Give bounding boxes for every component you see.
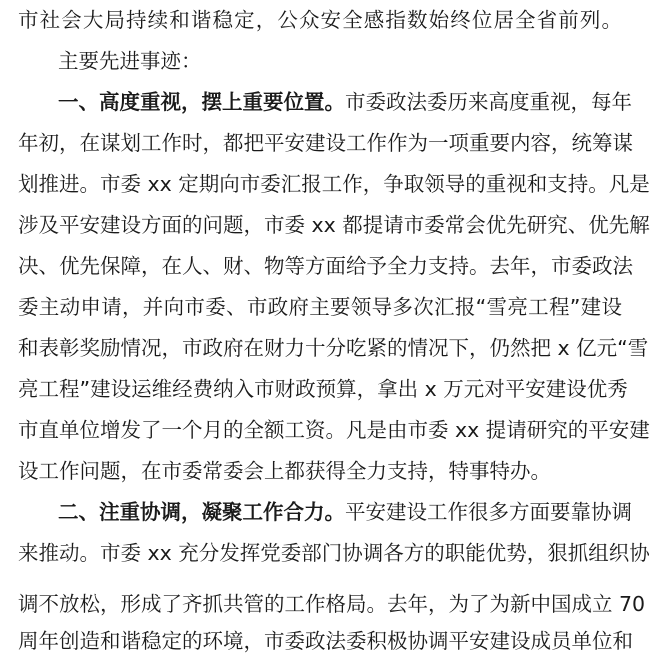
text-line: 涉及平安建设方面的问题，市委 xx 都提请市委常会优先研究、优先解 xyxy=(18,213,650,237)
text-line: 和表彰奖励情况，市政府在财力十分吃紧的情况下，仍然把 x 亿元“雪 xyxy=(18,336,649,360)
section-one-heading: 一、高度重视，摆上重要位置。 xyxy=(58,90,345,114)
text-line: 设工作问题，在市委常委会上都获得全力支持，特事特办。 xyxy=(18,459,551,483)
text-line: 市直单位增发了一个月的全额工资。凡是由市委 xx 提请研究的平安建 xyxy=(18,418,650,442)
text-line: 市社会大局持续和谐稳定，公众安全感指数始终位居全省前列。 xyxy=(18,8,622,32)
section-one-line xyxy=(58,86,632,118)
section-one-text: 市委政法委历来高度重视，每年 xyxy=(345,90,632,114)
text-line-partial: 周年创造和谐稳定的环境，市委政法委积极协调平安建设成员单位和 xyxy=(18,629,633,653)
section-two-line xyxy=(58,496,632,528)
text-line: 划推进。市委 xx 定期向市委汇报工作，争取领导的重视和支持。凡是 xyxy=(18,172,650,196)
section-two-text: 平安建设工作很多方面要靠协调 xyxy=(345,500,632,524)
section-two-heading: 二、注重协调，凝聚工作合力。 xyxy=(58,500,345,524)
text-line: 来推动。市委 xx 充分发挥党委部门协调各方的职能优势，狠抓组织协 xyxy=(18,541,650,565)
text-line: 委主动申请，并向市委、市政府主要领导多次汇报“雪亮工程”建设 xyxy=(18,295,622,319)
text-line: 亮工程”建设运维经费纳入市财政预算，拿出 x 万元对平安建设优秀 xyxy=(18,377,628,401)
text-line: 年初，在谋划工作时，都把平安建设工作作为一项重要内容，统筹谋 xyxy=(18,131,633,155)
section-intro: 主要先进事迹： xyxy=(58,49,202,73)
text-line: 调不放松，形成了齐抓共管的工作格局。去年，为了为新中国成立 70 xyxy=(18,592,646,616)
text-line: 决、优先保障，在人、财、物等方面给予全力支持。去年，市委政法 xyxy=(18,254,633,278)
